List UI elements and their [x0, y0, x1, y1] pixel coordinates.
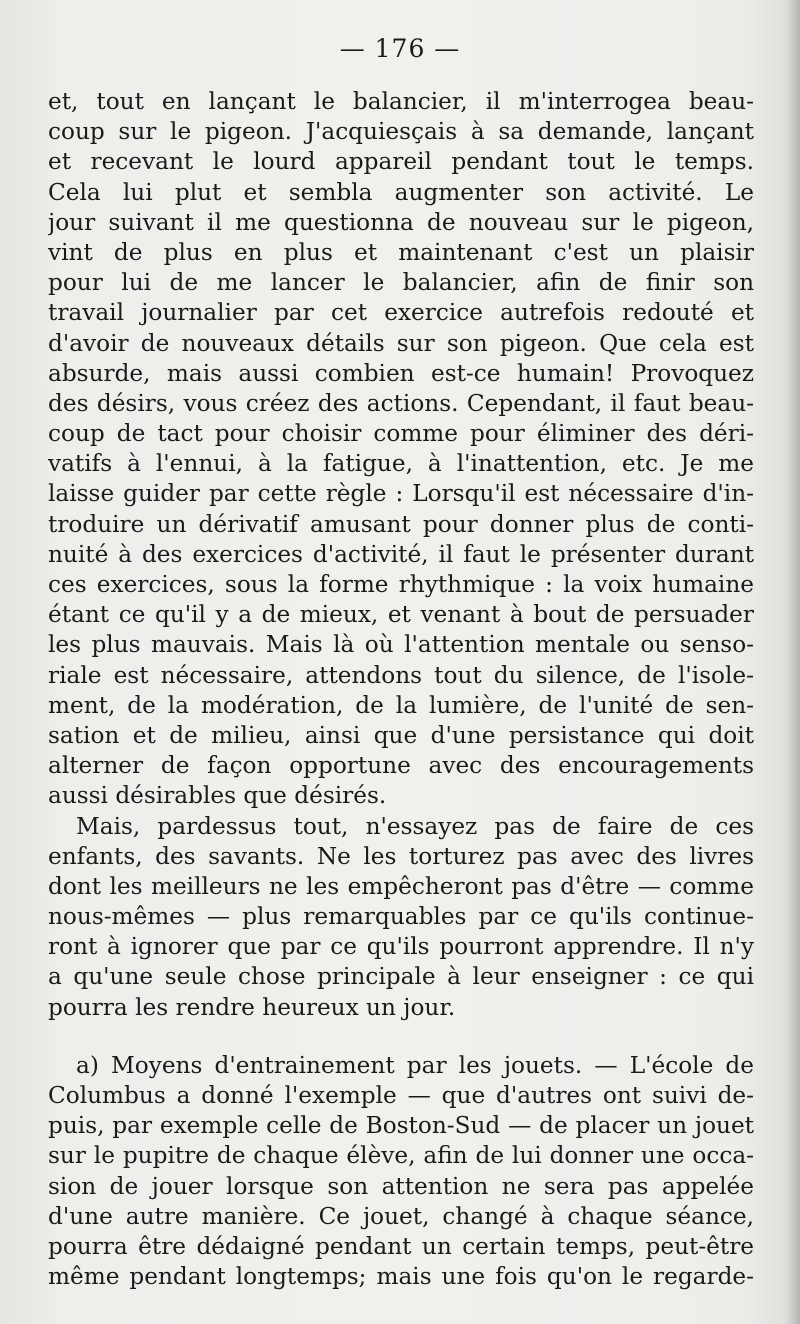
- text-line: même pendant longtemps; mais une fois qu'on le regarde-: [48, 1263, 754, 1291]
- text-line: enfants, des savants. Ne les torturez pas avec des livres: [48, 842, 754, 870]
- text-line: pour lui de me lancer le balancier, afin de finir son: [48, 269, 754, 297]
- text-line: ces exercices, sous la forme rhythmique : la voix humaine: [48, 571, 754, 598]
- text-line: sur le pupitre de chaque élève, afin de lui donner une occa-: [48, 1142, 754, 1170]
- text-line: troduire un dérivatif amusant pour donner plus de conti-: [48, 510, 754, 538]
- text-line: et, tout en lançant le balancier, il m'interrogea beau-: [48, 88, 754, 115]
- text-line: ront à ignorer que par ce qu'ils pourront apprendre. Il n'y: [48, 933, 754, 961]
- text-line: pourra être dédaigné pendant un certain temps, peut-être: [48, 1232, 754, 1260]
- text-line: coup de tact pour choisir comme pour éliminer des déri-: [48, 420, 754, 448]
- text-line: travail journalier par cet exercice autrefois redouté et: [48, 299, 754, 327]
- text-line: des désirs, vous créez des actions. Cependant, il faut beau-: [48, 389, 754, 417]
- text-line: et recevant le lourd appareil pendant tout le temps.: [48, 148, 754, 176]
- text-line: dont les meilleurs ne les empêcheront pas d'être — comme: [48, 872, 754, 900]
- page-number: — 176 —: [339, 34, 461, 63]
- text-line: nuité à des exercices d'activité, il faut le présenter durant: [48, 540, 754, 568]
- text-line: absurde, mais aussi combien est-ce humain! Provoquez: [48, 359, 754, 387]
- text-line: coup sur le pigeon. J'acquiesçais à sa demande, lançant: [48, 118, 754, 146]
- text-line: a qu'une seule chose principale à leur enseigner : ce qui: [48, 963, 754, 991]
- text-line: vint de plus en plus et maintenant c'est un plaisir: [48, 238, 754, 266]
- text-line: d'avoir de nouveaux détails sur son pigeon. Que cela est: [48, 329, 754, 357]
- paragraph-start-line: Mais, pardessus tout, n'essayez pas de faire de ces: [76, 812, 754, 840]
- text-line: vatifs à l'ennui, à la fatigue, à l'inattention, etc. Je me: [48, 450, 754, 478]
- text-line: sation et de milieu, ainsi que d'une persistance qui doit: [48, 721, 754, 749]
- text-line: laisse guider par cette règle : Lorsqu'il est nécessaire d'in-: [48, 480, 754, 508]
- text-line: sion de jouer lorsque son attention ne sera pas appelée: [48, 1172, 754, 1200]
- text-line: Cela lui plut et sembla augmenter son activité. Le: [48, 178, 754, 206]
- text-line: puis, par exemple celle de Boston-Sud — de placer un jouet: [48, 1112, 754, 1140]
- text-line: Columbus a donné l'exemple — que d'autres ont suivi de-: [48, 1082, 754, 1109]
- text-line: riale est nécessaire, attendons tout du silence, de l'isole-: [48, 661, 754, 689]
- body-text: [48, 87, 754, 1292]
- text-line: alterner de façon opportune avec des encouragements: [48, 752, 754, 780]
- text-line: les plus mauvais. Mais là où l'attention mentale ou senso-: [48, 631, 754, 659]
- text-line: jour suivant il me questionna de nouveau sur le pigeon,: [48, 208, 754, 236]
- page-edge-shadow: [786, 0, 800, 1324]
- text-line: ment, de la modération, de la lumière, de l'unité de sen-: [48, 691, 754, 719]
- section-heading-line: a) Moyens d'entrainement par les jouets. — L'école de: [76, 1051, 754, 1079]
- text-line: pourra les rendre heureux un jour.: [48, 993, 456, 1021]
- text-line: nous-mêmes — plus remarquables par ce qu'ils continue-: [48, 903, 754, 931]
- text-line: étant ce qu'il y a de mieux, et venant à bout de persuader: [48, 601, 754, 629]
- text-line: aussi désirables que désirés.: [48, 782, 387, 810]
- text-line: d'une autre manière. Ce jouet, changé à chaque séance,: [48, 1202, 754, 1230]
- section-gap: [48, 1023, 754, 1051]
